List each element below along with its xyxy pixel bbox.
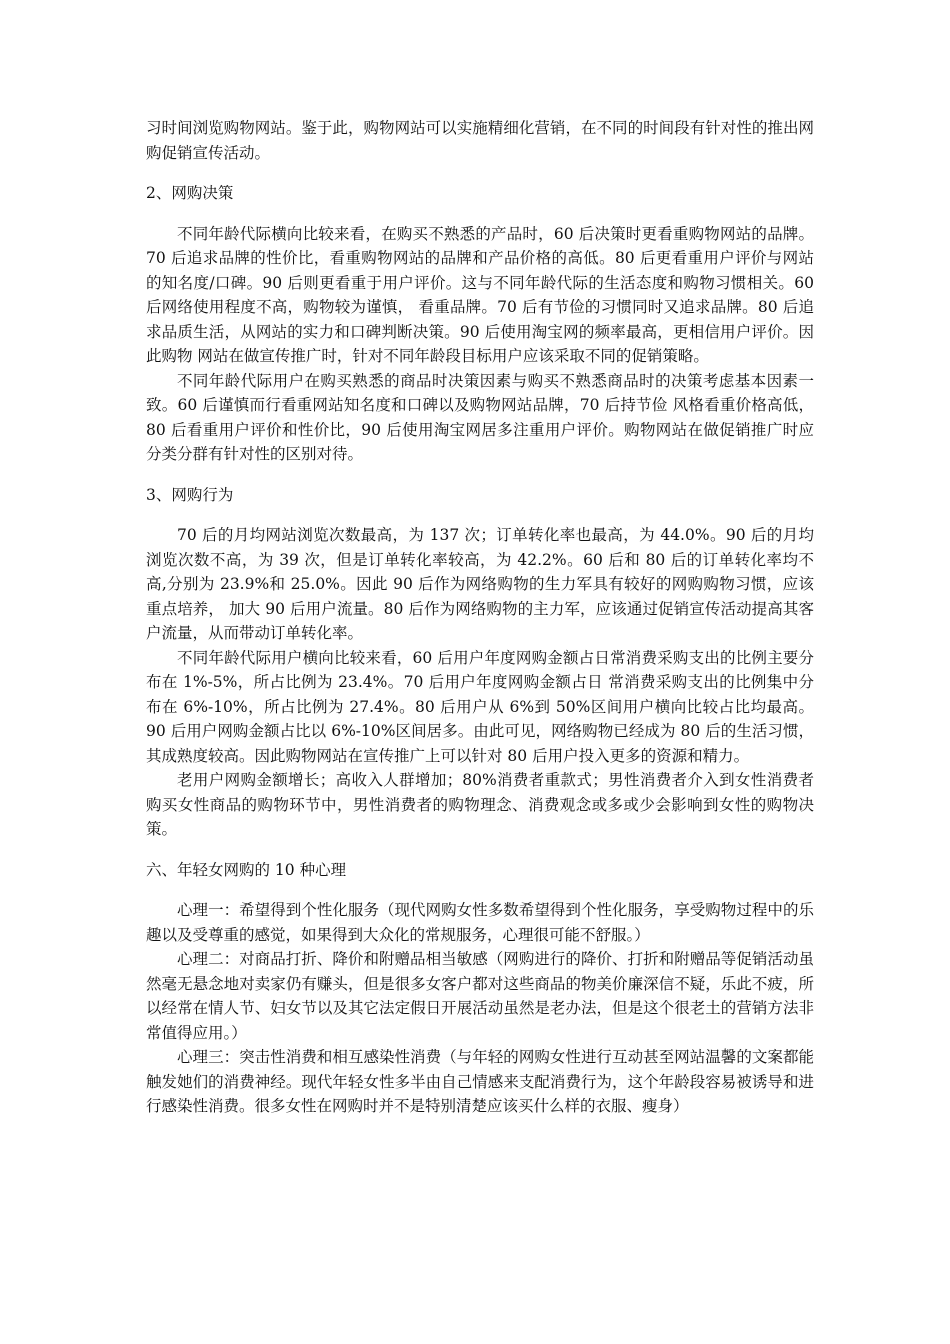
paragraph: 心理三：突击性消费和相互感染性消费（与年轻的网购女性进行互动甚至网站温馨的文案都能触发她们的消费神经。现代年轻女性多半由自己情感来支配消费行为，这个年龄段容易被诱导和进行感染性消费。很多女性在网购时并不是特别清楚应该买什么样的衣服、瘦身） [146, 1048, 814, 1115]
paragraph: 心理二：对商品打折、降价和附赠品相当敏感（网购进行的降价、打折和附赠品等促销活动虽然毫无悬念地对卖家仍有赚头，但是很多女客户都对这些商品的物美价廉深信不疑，乐此不疲，所以经常在情人节、妇女节以及其它法定假日开展活动虽然是老办法，但是这个很老土的营销方法非常值得应用。） [146, 950, 814, 1042]
section-heading-behavior: 3、网购行为 [146, 485, 234, 504]
paragraph: 不同年龄代际用户横向比较来看，60 后用户年度网购金额占日常消费采购支出的比例主要分布在 1%-5%，所占比例为 23.4%。70 后用户年度网购金额占日 常消费采购支出的比例集中分布在 6%-10%，所占比例为 27.4%。80 后用户从 6%到 50%区间用户横向比较占比均最高。90 后用户网购金额占比以 6%-10%区间居多。由此可见，网络购物已经成为 80 后的生活习惯，其成熟度较高。因此购物网站在宣传推广上可以针对 80 后用户投入更多的资源和精力。 [146, 648, 814, 765]
document-body [146, 116, 814, 1119]
paragraph: 不同年龄代际用户在购买熟悉的商品时决策因素与购买不熟悉商品时的决策考虑基本因素一致。60 后谨慎而行看重网站知名度和口碑以及购物网站品牌，70 后持节俭 风格看重价格高低，80 后看重用户评价和性价比，90 后使用淘宝网居多注重用户评价。购物网站在做促销推广时应分类分群有针对性的区别对待。 [146, 371, 814, 463]
paragraph: 不同年龄代际横向比较来看，在购买不熟悉的产品时，60 后决策时更看重购物网站的品牌。70 后追求品牌的性价比，看重购物网站的品牌和产品价格的高低。80 后更看重用户评价与网站的知名度/口碑。90 后则更看重于用户评价。这与不同年龄代际的生活态度和购物习惯相关。60 后网络使用程度不高，购物较为谨慎， 看重品牌。70 后有节俭的习惯同时又追求品牌。80 后追求品质生活，从网站的实力和口碑判断决策。90 后使用淘宝网的频率最高，更相信用户评价。因此购物 网站在做宣传推广时，针对不同年龄段目标用户应该采取不同的促销策略。 [146, 224, 814, 365]
paragraph: 老用户网购金额增长；高收入人群增加；80%消费者重款式；男性消费者介入到女性消费者购买女性商品的购物环节中，男性消费者的购物理念、消费观念或多或少会影响到女性的购物决策。 [146, 771, 814, 838]
paragraph-continuation: 习时间浏览购物网站。鉴于此，购物网站可以实施精细化营销，在不同的时间段有针对性的推出网购促销宣传活动。 [146, 119, 814, 162]
paragraph: 心理一：希望得到个性化服务（现代网购女性多数希望得到个性化服务，享受购物过程中的乐趣以及受尊重的感觉，如果得到大众化的常规服务，心理很可能不舒服。） [146, 901, 814, 944]
section-heading-decision: 2、网购决策 [146, 184, 234, 202]
paragraph: 70 后的月均网站浏览次数最高，为 137 次；订单转化率也最高，为 44.0%。90 后的月均浏览次数不高，为 39 次，但是订单转化率较高，为 42.2%。60 后和 80 后的订单转化率均不高,分别为 23.9%和 25.0%。因此 90 后作为网络购物的生力军具有较好的网购购物习惯，应该重点培养， 加大 90 后用户流量。80 后作为网络购物的主力军，应该通过促销宣传活动提高其客户流量，从而带动订单转化率。 [146, 526, 814, 642]
section-heading-psychology: 六、年轻女网购的 10 种心理 [146, 860, 347, 879]
